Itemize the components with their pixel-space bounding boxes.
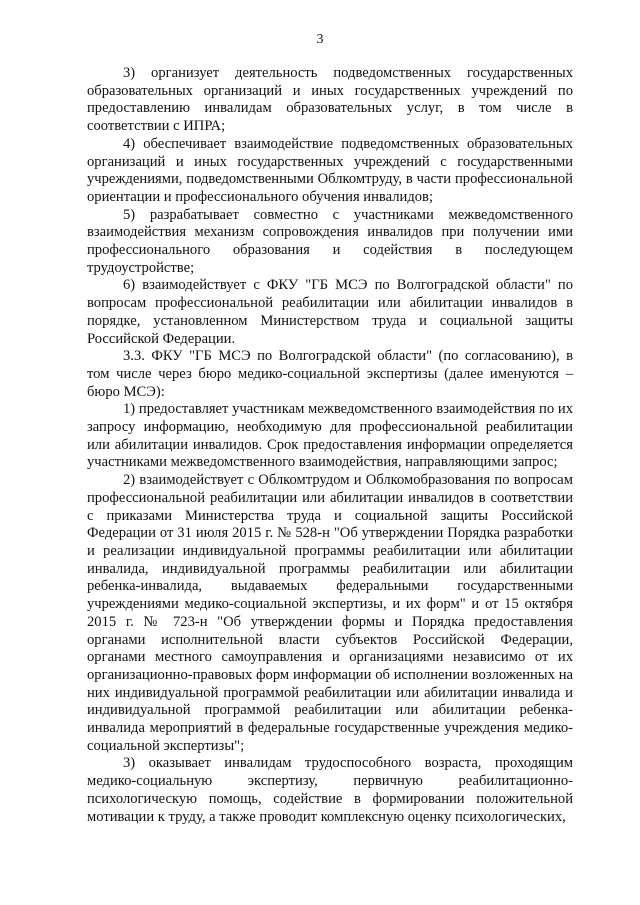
page-number: 3 xyxy=(316,32,324,47)
paragraph-item-1-provides: 1) предоставляет участникам межведомственного взаимодействия по их запросу информацию, необходимую для профессиональной реабилитации или абилитации инвалидов. Срок предоставления информации определяется участниками межведомственного взаимодействия, направляющими запрос; xyxy=(87,401,573,471)
paragraph-item-6-cooperates: 6) взаимодействует с ФКУ "ГБ МСЭ по Волгоградской области" по вопросам профессиональной реабилитации или абилитации инвалидов в порядке, установленном Министерством труда и социальной защиты Российской Федерации. xyxy=(87,277,573,347)
paragraph-item-3-assists: 3) оказывает инвалидам трудоспособного возраста, проходящим медико-социальную экспертизу, первичную реабилитационно-психологическую помощь, содействие в формировании положительной мотивации к труду, а также проводит комплексную оценку психологических, xyxy=(87,755,573,825)
paragraph-item-3-organizes: 3) организует деятельность подведомственных государственных образовательных организаций и иных государственных учреждений по предоставлению инвалидам образовательных услуг, в том числе в соответствии с ИПРА; xyxy=(87,65,573,135)
paragraph-item-2-cooperates: 2) взаимодействует с Облкомтрудом и Облкомобразования по вопросам профессиональной реабилитации или абилитации инвалидов в соответствии с приказами Министерства труда и социальной защиты Российской Федерации от 31 июля 2015 г. № 528-н "Об утверждении Порядка разработки и реализации индивидуальной программы реабилитации или абилитации инвалида, индивидуальной программы реабилитации или абилитации ребенка-инвалида, выдаваемых федеральными государственными учреждениями медико-социальной экспертизы, и их форм" и от 15 октября 2015 г. № 723-н "Об утверждении формы и Порядка предоставления органами исполнительной власти субъектов Российской Федерации, органами местного самоуправления и организациями независимо от их организационно-правовых форм информации об исполнении возложенных на них индивидуальной программой реабилитации или абилитации инвалида и индивидуальной программой реабилитации или абилитации ребенка-инвалида мероприятий в федеральные государственные учреждения медико-социальной экспертизы"; xyxy=(87,472,573,754)
paragraph-item-4-ensures: 4) обеспечивает взаимодействие подведомственных образовательных организаций и иных государственных учреждений с государственными учреждениями, подведомственными Облкомтруду, в части профессиональной ориентации и профессионального обучения инвалидов; xyxy=(87,135,573,205)
paragraph-item-5-develops: 5) разрабатывает совместно с участниками межведомственного взаимодействия механизм сопровождения инвалидов при получении ими профессионального образования и содействия в последующем трудоустройстве; xyxy=(87,206,573,276)
document-body xyxy=(87,65,573,826)
section-3-3-heading: 3.3. ФКУ "ГБ МСЭ по Волгоградской области" (по согласованию), в том числе через бюро медико-социальной экспертизы (далее именуются – бюро МСЭ): xyxy=(87,348,573,400)
